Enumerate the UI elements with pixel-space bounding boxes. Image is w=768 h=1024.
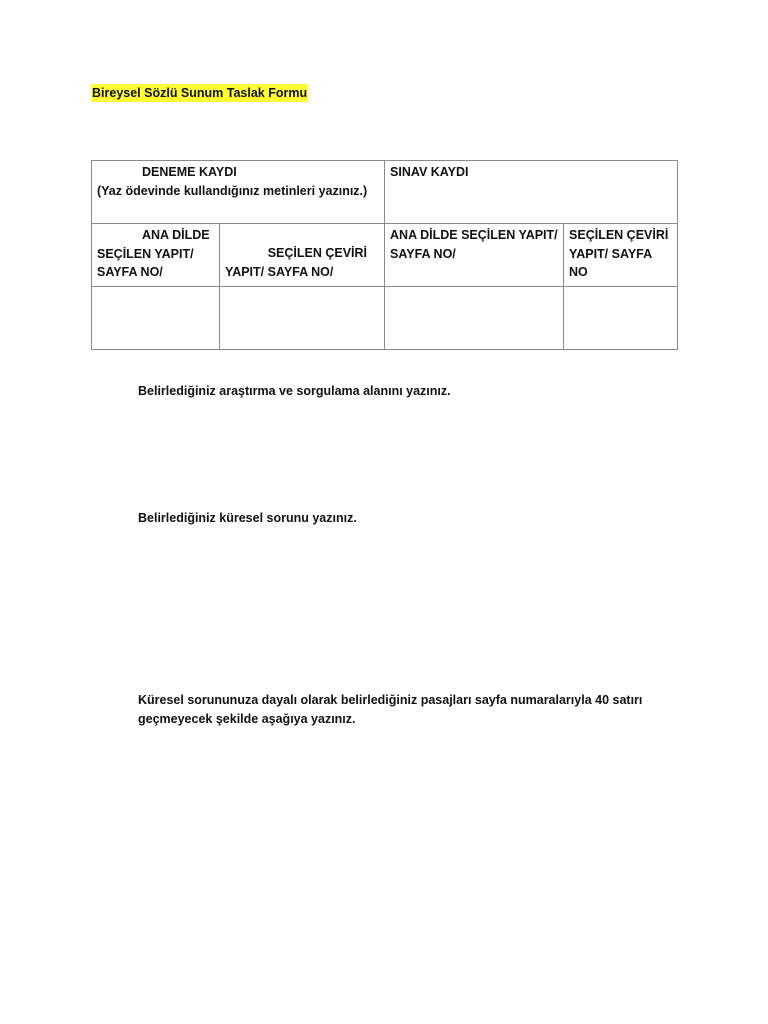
entry-cell-ana-dilde-sinav[interactable] bbox=[385, 287, 564, 350]
research-area-prompt: Belirlediğiniz araştırma ve sorgulama alanını yazınız. bbox=[138, 384, 451, 398]
deneme-kaydi-heading: DENEME KAYDI bbox=[142, 165, 237, 179]
col4-header: SEÇİLEN ÇEVİRİ YAPIT/ SAYFA NO bbox=[569, 228, 669, 279]
table-subheader-row bbox=[92, 224, 678, 287]
page-title: Bireysel Sözlü Sunum Taslak Formu bbox=[92, 86, 308, 100]
deneme-kaydi-cell bbox=[92, 161, 385, 224]
deneme-kaydi-note: (Yaz ödevinde kullandığınız metinleri yazınız.) bbox=[97, 183, 368, 198]
col2-header-line2: YAPIT/ SAYFA NO/ bbox=[225, 264, 334, 279]
table-header-row bbox=[92, 161, 678, 224]
col1-header-line2: SEÇİLEN YAPIT/ SAYFA NO/ bbox=[97, 246, 194, 279]
entry-cell-ceviri-sinav[interactable] bbox=[564, 287, 678, 350]
passages-prompt: Küresel sorununuza dayalı olarak belirlediğiniz pasajları sayfa numaralarıyla 40 satırı geçmeyecek şekilde aşağıya yazınız. bbox=[138, 693, 643, 726]
table-row bbox=[92, 287, 678, 350]
record-table bbox=[91, 160, 678, 350]
col2-header-line1: SEÇİLEN ÇEVİRİ bbox=[267, 246, 368, 260]
global-issue-prompt: Belirlediğiniz küresel sorunu yazınız. bbox=[138, 511, 357, 525]
col-ana-dilde-deneme-header bbox=[92, 224, 220, 287]
entry-cell-ana-dilde-deneme[interactable] bbox=[92, 287, 220, 350]
col-ceviri-deneme-header bbox=[220, 224, 385, 287]
col-ceviri-sinav-header bbox=[564, 224, 678, 287]
sinav-kaydi-cell bbox=[385, 161, 678, 224]
col-ana-dilde-sinav-header bbox=[385, 224, 564, 287]
entry-cell-ceviri-deneme[interactable] bbox=[220, 287, 385, 350]
sinav-kaydi-heading: SINAV KAYDI bbox=[390, 165, 469, 179]
col1-header-line1: ANA DİLDE bbox=[142, 228, 210, 242]
col3-header: ANA DİLDE SEÇİLEN YAPIT/ SAYFA NO/ bbox=[390, 228, 558, 261]
